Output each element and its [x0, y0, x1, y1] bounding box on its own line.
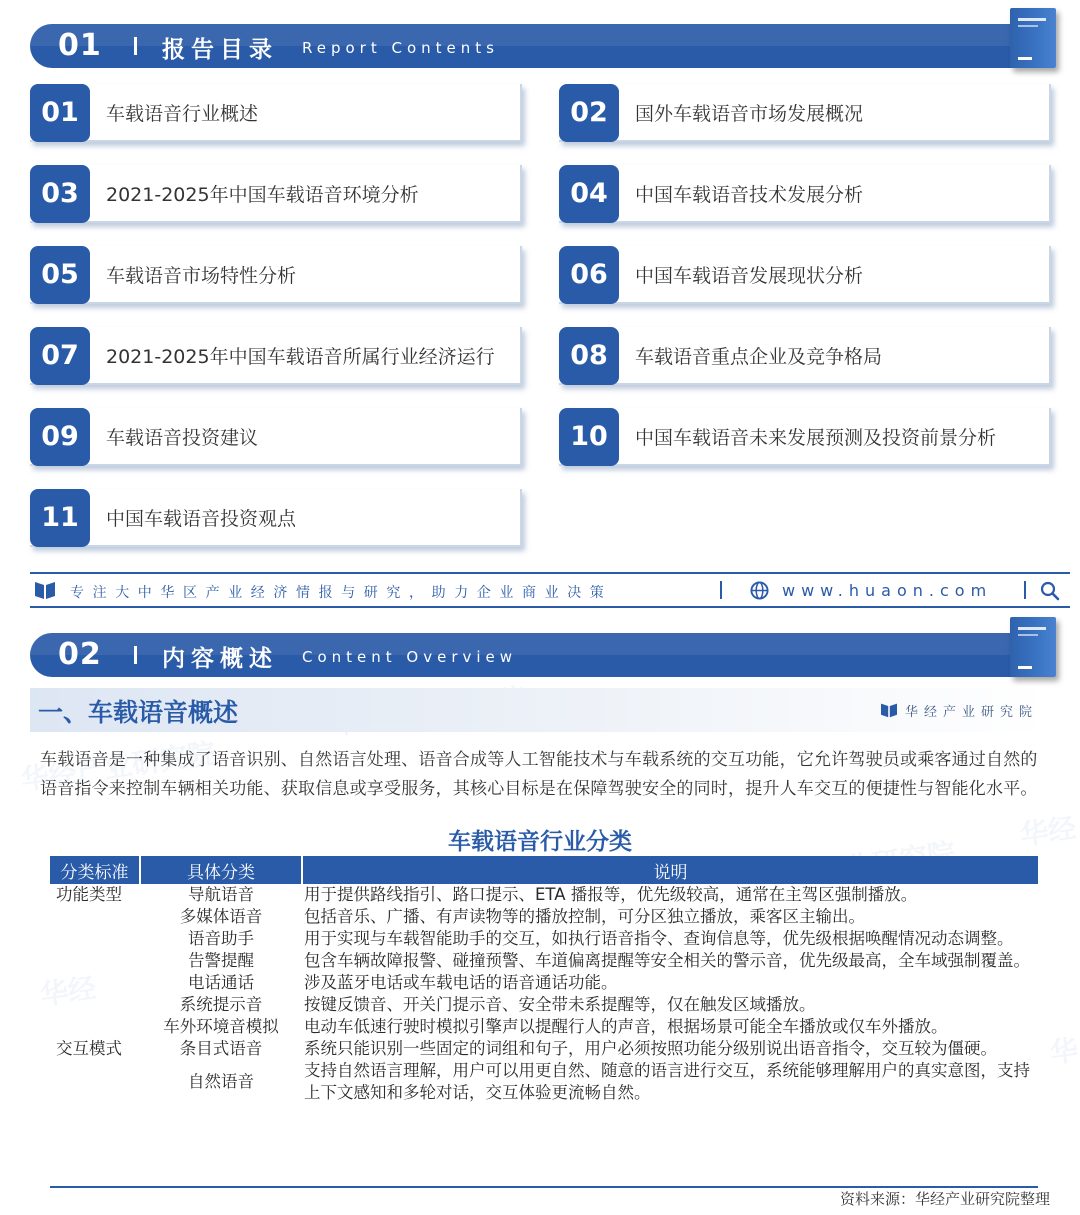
category-cell	[50, 1060, 140, 1104]
description-cell: 包括音乐、广播、有声读物等的播放控制，可分区独立播放，乘客区主输出。	[304, 907, 865, 926]
subcategory-cell: 电话通话	[188, 973, 254, 992]
section-title: 报告目录	[162, 37, 278, 63]
section-title: 内容概述	[162, 646, 278, 672]
description-cell: 包含车辆故障报警、碰撞预警、车道偏离提醒等安全相关的警示音，优先级最高，全车域强制覆盖。	[304, 951, 1030, 970]
category-cell: 交互模式	[56, 1039, 122, 1058]
subcategory-cell: 告警提醒	[188, 951, 254, 970]
category-cell	[50, 950, 140, 972]
table-row	[50, 1016, 1038, 1038]
toc-item-number: 07	[30, 327, 90, 385]
toc-item-01[interactable]	[30, 84, 522, 142]
table-row	[50, 906, 1038, 928]
watermark: 华	[1048, 1033, 1080, 1070]
toc-item-label: 车载语音市场特性分析	[106, 265, 297, 287]
category-cell	[50, 994, 140, 1016]
toc-item-label: 中国车载语音投资观点	[106, 508, 297, 530]
slogan-strip	[30, 572, 1070, 608]
subsection-title: 一、车载语音概述	[38, 698, 239, 727]
table-row	[50, 928, 1038, 950]
toc-item-number: 08	[559, 327, 619, 385]
table-row	[50, 950, 1038, 972]
toc-item-04[interactable]	[559, 165, 1051, 223]
toc-item-10[interactable]	[559, 408, 1051, 466]
subcategory-cell: 系统提示音	[179, 995, 263, 1014]
toc-item-number: 03	[30, 165, 90, 223]
subcategory-cell: 语音助手	[188, 929, 254, 948]
toc-item-label: 车载语音行业概述	[106, 103, 259, 125]
category-cell	[50, 928, 140, 950]
section-title-en: Report Contents	[302, 39, 499, 57]
toc-item-number: 01	[30, 84, 90, 142]
toc-item-label: 车载语音投资建议	[106, 427, 259, 449]
toc-item-label: 车载语音重点企业及竞争格局	[635, 346, 883, 368]
toc-item-label: 中国车载语音未来发展预测及投资前景分析	[635, 427, 997, 449]
table-row	[50, 1060, 1038, 1104]
description-cell: 涉及蓝牙电话或车载电话的语音通话功能。	[304, 973, 618, 992]
column-header: 分类标准	[50, 856, 140, 884]
report-book-icon	[1010, 8, 1056, 68]
watermark: 华经产业研究院	[18, 736, 218, 797]
category-cell	[50, 1016, 140, 1038]
table-title: 车载语音行业分类	[448, 829, 632, 855]
description-cell: 电动车低速行驶时模拟引擎声以提醒行人的声音，根据场景可能全车播放或仅车外播放。	[304, 1017, 948, 1036]
toc-item-label: 中国车载语音发展现状分析	[635, 265, 864, 287]
toc-item-09[interactable]	[30, 408, 522, 466]
description-cell: 用于提供路线指引、路口提示、ETA 播报等，优先级较高，通常在主驾区强制播放。	[304, 885, 918, 904]
column-header: 具体分类	[140, 856, 302, 884]
description-cell: 按键反馈音、开关门提示音、安全带未系提醒等，仅在触发区域播放。	[304, 995, 816, 1014]
subcategory-cell: 车外环境音模拟	[163, 1017, 279, 1036]
toc-item-06[interactable]	[559, 246, 1051, 304]
toc-item-number: 10	[559, 408, 619, 466]
toc-item-07[interactable]	[30, 327, 522, 385]
toc-item-02[interactable]	[559, 84, 1051, 142]
overview-paragraph: 车载语音是一种集成了语音识别、自然语言处理、语音合成等人工智能技术与车载系统的交互功能，它允许驾驶员或乘客通过自然的语音指令来控制车辆相关功能、获取信息或享受服务，其核心目标是在保障驾驶安全的同时，提升人车交互的便捷性与智能化水平。	[40, 750, 1038, 799]
toc-section-header	[30, 24, 1040, 68]
search-icon[interactable]	[1040, 581, 1060, 601]
description-cell: 用于实现与车载智能助手的交互，如执行语音指令、查询信息等，优先级根据唤醒情况动态调整。	[304, 929, 1014, 948]
source-note: 资料来源：华经产业研究院整理	[839, 1190, 1050, 1208]
section-number: 02	[58, 637, 102, 672]
watermark: 华经	[38, 971, 99, 1012]
toc-item-number: 09	[30, 408, 90, 466]
table-row	[50, 884, 1038, 906]
website-link[interactable]: www.huaon.com	[782, 581, 993, 600]
toc-item-05[interactable]	[30, 246, 522, 304]
toc-item-number: 06	[559, 246, 619, 304]
toc-item-label: 2021-2025年中国车载语音所属行业经济运行	[106, 346, 495, 368]
description-cell: 系统只能识别一些固定的词组和句子，用户必须按照功能分级别说出语音指令，交互较为僵硬。	[304, 1039, 997, 1058]
globe-icon	[750, 581, 769, 600]
toc-item-number: 04	[559, 165, 619, 223]
book-logo-icon	[34, 580, 56, 600]
table-row	[50, 1038, 1038, 1060]
slogan-text: 专注大中华区产业经济情报与研究，助力企业商业决策	[70, 585, 613, 601]
toc-item-label: 国外车载语音市场发展概况	[635, 103, 864, 125]
section-number: 01	[58, 28, 102, 63]
toc-item-label: 2021-2025年中国车载语音环境分析	[106, 184, 419, 206]
report-book-icon	[1010, 617, 1056, 677]
subcategory-cell: 条目式语音	[179, 1039, 263, 1058]
watermark: 华经	[1018, 811, 1079, 852]
toc-item-number: 02	[559, 84, 619, 142]
subcategory-cell: 多媒体语音	[179, 907, 263, 926]
subcategory-cell: 自然语音	[188, 1072, 254, 1091]
classification-table	[50, 856, 1038, 1104]
column-header: 说明	[302, 856, 1038, 884]
brand-logo-icon	[880, 702, 898, 718]
overview-section-header	[30, 633, 1040, 677]
category-cell	[50, 972, 140, 994]
category-cell	[50, 906, 140, 928]
toc-item-11[interactable]	[30, 489, 522, 547]
section-title-en: Content Overview	[302, 648, 518, 666]
table-header-row	[50, 856, 1038, 884]
category-cell: 功能类型	[56, 885, 122, 904]
table-row	[50, 972, 1038, 994]
toc-item-08[interactable]	[559, 327, 1051, 385]
toc-item-number: 11	[30, 489, 90, 547]
toc-item-label: 中国车载语音技术发展分析	[635, 184, 864, 206]
toc-item-number: 05	[30, 246, 90, 304]
brand-name: 华经产业研究院	[905, 705, 1039, 720]
subcategory-cell: 导航语音	[188, 885, 254, 904]
toc-item-03[interactable]	[30, 165, 522, 223]
description-cell: 支持自然语言理解，用户可以用更自然、随意的语言进行交互，系统能够理解用户的真实意图，支持上下文感知和多轮对话，交互体验更流畅自然。	[304, 1061, 1030, 1102]
table-row	[50, 994, 1038, 1016]
